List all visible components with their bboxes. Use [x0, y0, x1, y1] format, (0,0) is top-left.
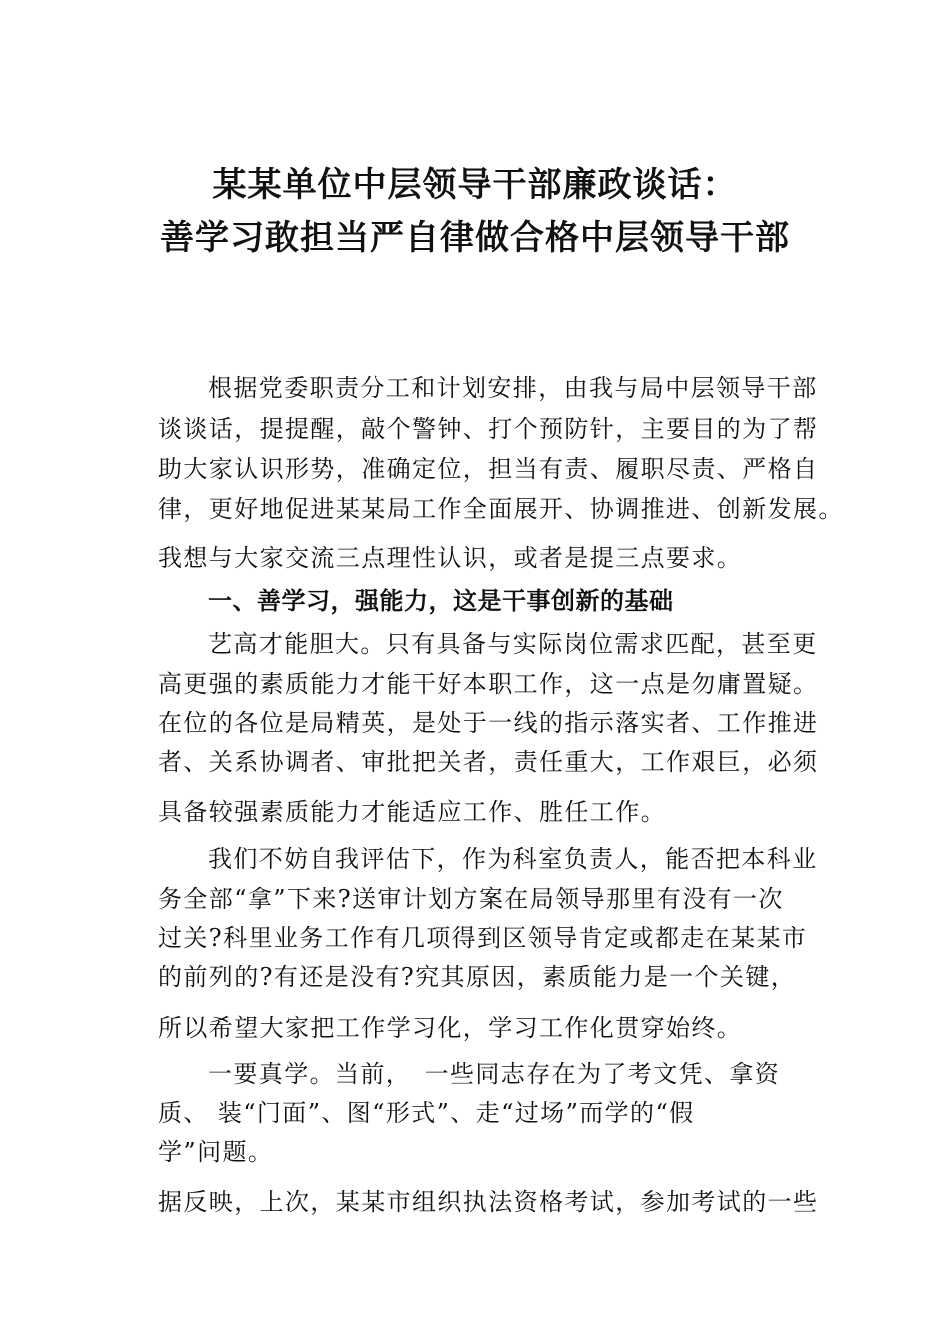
body-text-line: 我想与大家交流三点理性认识，或者是提三点要求。 — [158, 544, 743, 572]
document-title-line-2: 善学习敢担当严自律做合格中层领导干部 — [160, 218, 790, 258]
body-text-line: 据反映，上次，某某市组织执法资格考试，参加考试的一些 — [158, 1188, 819, 1216]
body-text-line: 助大家认识形势，准确定位，担当有责、履职尽责、严格自 — [158, 455, 819, 483]
body-text-line: 者、关系协调者、审批把关者，责任重大，工作艰巨，必须 — [158, 748, 819, 776]
body-text-line: 谈谈话，提提醒，敲个警钟、打个预防针，主要目的为了帮 — [158, 415, 819, 443]
body-text-line: 高更强的素质能力才能干好本职工作，这一点是勿庸置疑。 — [158, 670, 819, 698]
body-text-line: 质、 装“门面”、图“形式”、走“过场”而学的“假 — [158, 1099, 695, 1127]
body-text-line: 律，更好地促进某某局工作全面展开、协调推进、创新发展。 — [158, 495, 844, 523]
body-text-line: 艺高才能胆大。只有具备与实际岗位需求匹配，甚至更 — [208, 630, 818, 658]
body-text-line: 一要真学。当前， 一些同志存在为了考文凭、拿资 — [208, 1060, 781, 1088]
body-text-line: 学”问题。 — [158, 1138, 274, 1166]
document-title-line-1: 某某单位中层领导干部廉政谈话： — [212, 165, 738, 205]
body-text-line: 具备较强素质能力才能适应工作、胜任工作。 — [158, 798, 666, 826]
body-text-line: 过关?科里业务工作有几项得到区领导肯定或都走在某某市 — [158, 924, 808, 952]
body-text-line: 在位的各位是局精英，是处于一线的指示落实者、工作推进 — [158, 709, 819, 737]
body-text-line: 我们不妨自我评估下，作为科室负责人，能否把本科业 — [208, 845, 818, 873]
section-heading: 一、善学习，强能力，这是干事创新的基础 — [208, 587, 674, 615]
body-text-line: 所以希望大家把工作学习化，学习工作化贯穿始终。 — [158, 1014, 743, 1042]
body-text-line: 的前列的?有还是没有?究其原因，素质能力是一个关键， — [158, 963, 797, 991]
body-text-line: 根据党委职责分工和计划安排，由我与局中层领导干部 — [208, 374, 818, 402]
body-text-line: 务全部“拿”下来?送审计划方案在局领导那里有没有一次 — [158, 885, 784, 913]
